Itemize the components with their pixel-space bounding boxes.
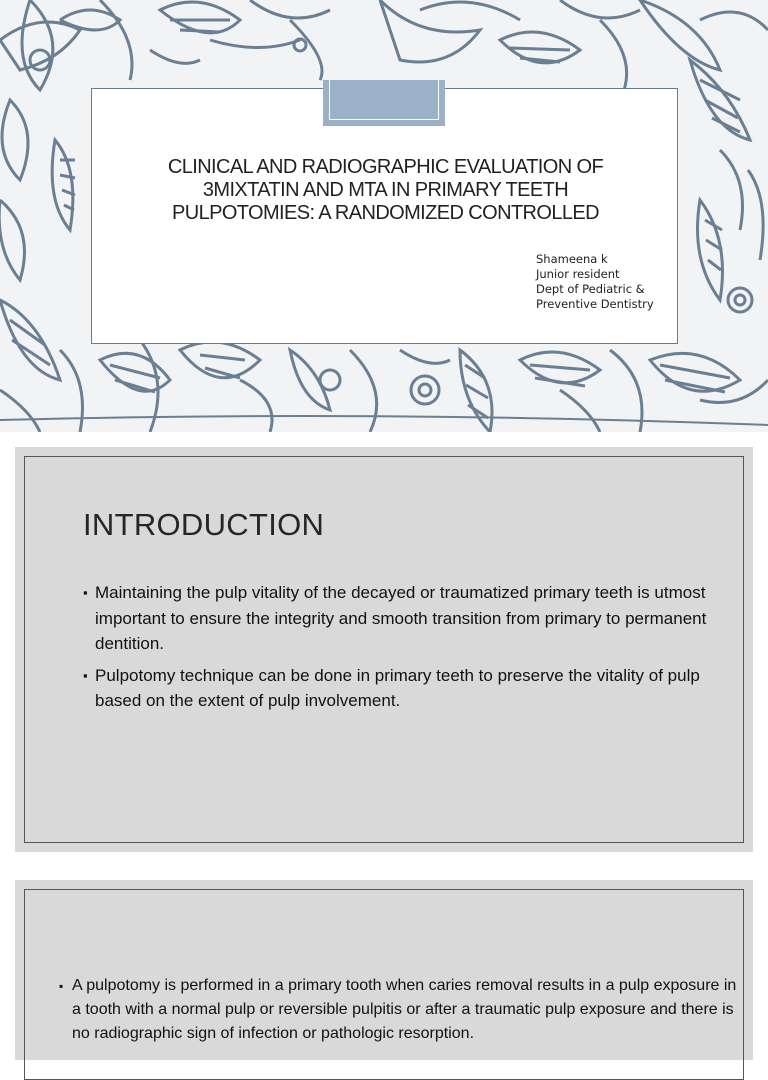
author-dept-line-1: Dept of Pediatric &	[536, 282, 645, 296]
title-accent-tab-border	[329, 80, 439, 120]
introduction-heading: INTRODUCTION	[83, 507, 325, 542]
bullet-text: Pulpotomy technique can be done in primary teeth to preserve the vitality of pulp based on the extent of pulp involvement.	[95, 665, 700, 710]
title-accent-tab	[323, 80, 445, 126]
pulpotomy-slide	[15, 880, 753, 1060]
slide-title-line-3: PULPOTOMIES: A RANDOMIZED CONTROLLED	[171, 202, 599, 224]
bullet-square-icon: ▪	[83, 585, 88, 600]
bullet-square-icon: ▪	[59, 979, 64, 993]
bullet-text: A pulpotomy is performed in a primary tooth when caries removal results in a pulp exposure in a tooth with a normal pulp or reversible pulpitis or after a traumatic pulp exposure and there is no radiographic sign of infection or pathologic resorption.	[72, 977, 737, 1042]
slide-title-line-1: CLINICAL AND RADIOGRAPHIC EVALUATION OF	[167, 156, 604, 178]
author-dept-line-2: Preventive Dentistry	[536, 297, 654, 311]
pulpotomy-bullet-list	[59, 974, 739, 1046]
title-card	[91, 88, 678, 344]
slide-frame	[24, 456, 744, 843]
title-slide	[0, 0, 768, 432]
slide-frame	[24, 889, 744, 1080]
introduction-bullet-list	[83, 580, 723, 720]
author-name: Shameena k	[536, 252, 608, 266]
slide-title-line-2: 3MIXTATIN AND MTA IN PRIMARY TEETH	[202, 179, 569, 201]
list-item	[59, 974, 739, 1046]
list-item	[83, 580, 723, 657]
list-item	[83, 663, 723, 714]
introduction-slide	[15, 447, 753, 852]
slide-title	[132, 156, 639, 225]
author-role: Junior resident	[536, 267, 620, 281]
bullet-square-icon: ▪	[83, 667, 88, 683]
author-block	[536, 252, 676, 312]
bullet-text: Maintaining the pulp vitality of the decayed or traumatized primary teeth is utmost important to ensure the integrity and smooth transition from primary to permanent dentition.	[95, 583, 707, 653]
